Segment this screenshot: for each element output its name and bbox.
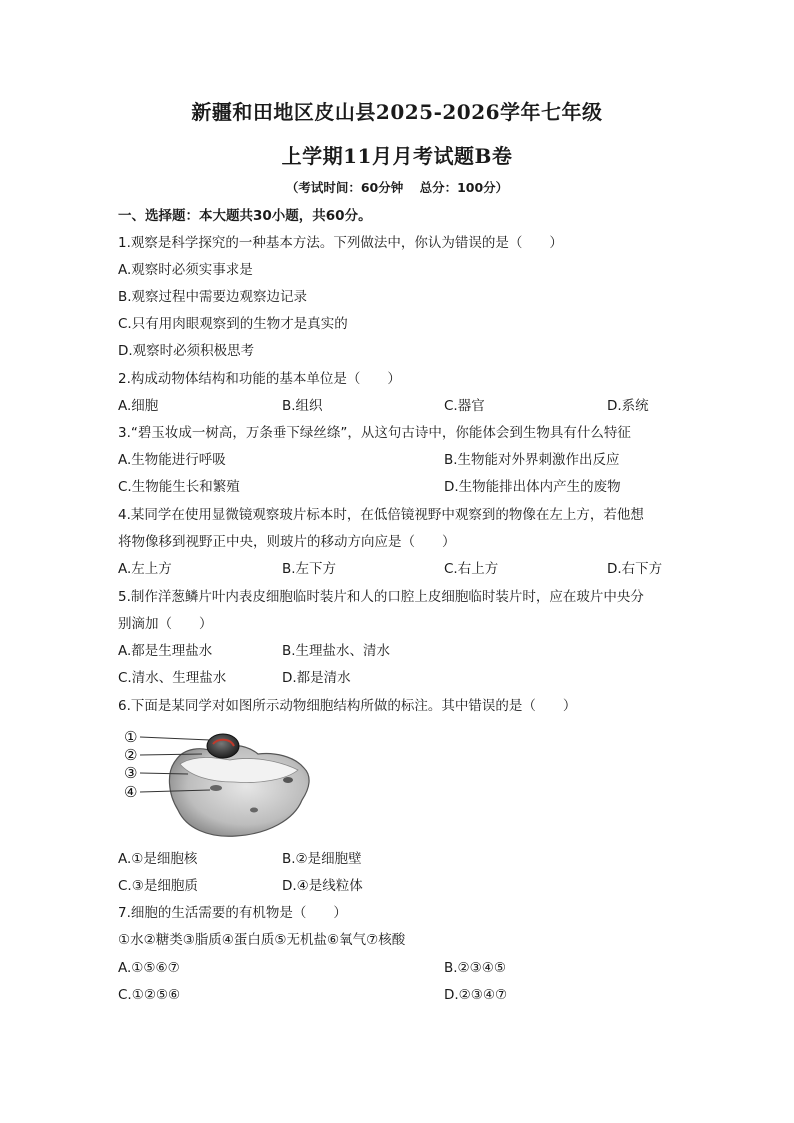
figure-label-3: ③ xyxy=(124,764,138,782)
total-score: 总分：100分） xyxy=(419,180,509,195)
figure-label-2: ② xyxy=(124,746,138,764)
question-6-stem: 6.下面是某同学对如图所示动物细胞结构所做的标注。其中错误的是（ ） xyxy=(118,698,577,714)
question-3-option-a: A.生物能进行呼吸 xyxy=(118,452,226,468)
section-heading: 一、选择题：本大题共30小题，共60分。 xyxy=(118,208,372,224)
question-7-option-a: A.①⑤⑥⑦ xyxy=(118,960,180,976)
question-6-option-d: D.④是线粒体 xyxy=(282,878,363,894)
question-7-option-b: B.②③④⑤ xyxy=(444,960,506,976)
figure-label-1: ① xyxy=(124,728,138,746)
question-7-stem: 7.细胞的生活需要的有机物是（ ） xyxy=(118,905,347,921)
mitochondrion xyxy=(283,777,293,783)
question-4-option-c: C.右上方 xyxy=(444,561,499,577)
question-4-stem-line2: 将物像移到视野正中央，则玻片的移动方向应是（ ） xyxy=(118,534,456,550)
question-6-option-b: B.②是细胞壁 xyxy=(282,851,362,867)
question-1-option-b: B.观察过程中需要边观察边记录 xyxy=(118,289,308,305)
question-6-option-a: A.①是细胞核 xyxy=(118,851,198,867)
question-5-option-b: B.生理盐水、清水 xyxy=(282,643,391,659)
exam-info xyxy=(0,178,794,196)
question-3-option-d: D.生物能排出体内产生的废物 xyxy=(444,479,621,495)
exam-time: （考试时间：60分钟 xyxy=(285,180,404,195)
question-2-stem: 2.构成动物体结构和功能的基本单位是（ ） xyxy=(118,371,401,387)
question-5-option-c: C.清水、生理盐水 xyxy=(118,670,227,686)
question-5-option-a: A.都是生理盐水 xyxy=(118,643,213,659)
question-7-option-d: D.②③④⑦ xyxy=(444,987,508,1003)
question-5-option-d: D.都是清水 xyxy=(282,670,351,686)
question-4-option-a: A.左上方 xyxy=(118,561,172,577)
question-7-option-c: C.①②⑤⑥ xyxy=(118,987,181,1003)
exam-title-line1: 新疆和田地区皮山县2025-2026学年七年级 xyxy=(191,100,603,124)
question-5-stem-line2: 别滴加（ ） xyxy=(118,616,213,632)
question-1-option-d: D.观察时必须积极思考 xyxy=(118,343,255,359)
question-7-sub: ①水②糖类③脂质④蛋白质⑤无机盐⑥氧气⑦核酸 xyxy=(118,932,406,948)
question-3-stem: 3.“碧玉妆成一树高，万条垂下绿丝绦”，从这句古诗中，你能体会到生物具有什么特征 xyxy=(118,425,631,441)
question-1-option-a: A.观察时必须实事求是 xyxy=(118,262,253,278)
question-2-option-d: D.系统 xyxy=(607,398,649,414)
animal-cell-figure xyxy=(118,724,318,840)
figure-label-4: ④ xyxy=(124,783,138,801)
question-2-option-b: B.组织 xyxy=(282,398,323,414)
question-3-option-c: C.生物能生长和繁殖 xyxy=(118,479,240,495)
question-4-stem-line1: 4.某同学在使用显微镜观察玻片标本时，在低倍镜视野中观察到的物像在左上方，若他想 xyxy=(118,507,644,523)
nucleus xyxy=(207,734,239,758)
question-3-option-b: B.生物能对外界刺激作出反应 xyxy=(444,452,620,468)
question-1-option-c: C.只有用肉眼观察到的生物才是真实的 xyxy=(118,316,348,332)
exam-title-line2: 上学期11月月考试题B卷 xyxy=(281,144,513,168)
question-1-stem: 1.观察是科学探究的一种基本方法。下列做法中，你认为错误的是（ ） xyxy=(118,235,563,251)
question-4-option-b: B.左下方 xyxy=(282,561,337,577)
question-2-option-c: C.器官 xyxy=(444,398,485,414)
question-5-stem-line1: 5.制作洋葱鳞片叶内表皮细胞临时装片和人的口腔上皮细胞临时装片时，应在玻片中央分 xyxy=(118,589,644,605)
question-2-option-a: A.细胞 xyxy=(118,398,159,414)
question-6-option-c: C.③是细胞质 xyxy=(118,878,198,894)
question-4-option-d: D.右下方 xyxy=(607,561,663,577)
